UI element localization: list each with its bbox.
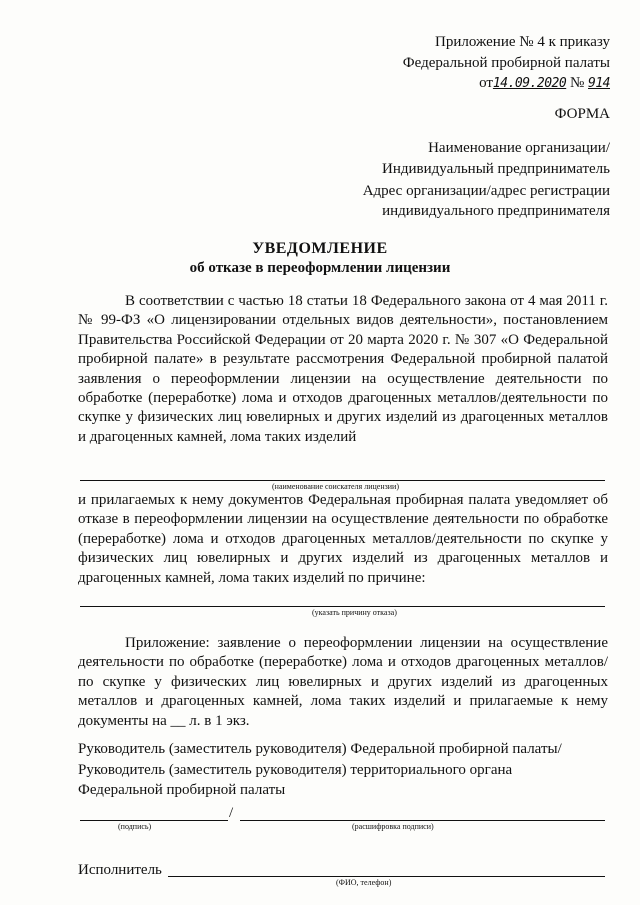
body-paragraph-2: и прилагаемых к нему документов Федеральная пробирная палата уведомляет об отказе в переоформлении лицензии на осуществление деятельности по обработке (переработке) лома и отходов драгоценных металлов/деятельности по скупке у физических лиц ювелирных и других изделий из драгоценных металлов и драгоценных камней, лома таких изделий по причине: — [78, 492, 608, 586]
executor-label: Исполнитель — [78, 862, 162, 878]
signature-caption: (подпись) — [118, 822, 152, 831]
reason-caption: (указать причину отказа) — [312, 608, 397, 617]
addressee-line-4: индивидуального предпринимателя — [382, 203, 610, 219]
addressee-line-1: Наименование организации/ — [428, 140, 610, 156]
signature-line — [80, 820, 228, 821]
addressee-line-3: Адрес организации/адрес регистрации — [362, 183, 610, 199]
order-from-label: от — [479, 75, 493, 91]
body-paragraph-3: Приложение: заявление о переоформлении лицензии на осуществление деятельности по обработке (переработке) лома и отходов драгоценных металлов/по скупке у физических лиц ювелирных и других изделий из драгоценных металлов и драгоценных камней, лома таких изделий и прилагаемые к нему документы на __ л. в 1 экз. — [78, 635, 608, 729]
order-number-label: № — [569, 75, 585, 91]
document-title: УВЕДОМЛЕНИЕ — [252, 240, 388, 257]
executor-caption: (ФИО, телефон) — [336, 878, 392, 887]
document-subtitle: об отказе в переоформлении лицензии — [189, 260, 451, 276]
applicant-name-line — [80, 480, 605, 481]
signatory-line-3: Федеральной пробирной палаты — [78, 782, 286, 798]
addressee-line-2: Индивидуальный предприниматель — [382, 161, 610, 177]
order-date: 14.09.2020 — [492, 76, 567, 91]
body-paragraph-1: В соответствии с частью 18 статьи 18 Федерального закона от 4 мая 2011 г. № 99-ФЗ «О лицензировании отдельных видов деятельности», постановлением Правительства Российской Федерации от 20 марта 2020 г. № 307 «О Федеральной пробирной палате» в результате рассмотрения Федеральной пробирной палатой заявления о переоформлении лицензии на осуществление деятельности по обработке (переработке) лома и отходов драгоценных металлов/деятельности по скупке у физических лиц ювелирных и других изделий из драгоценных металлов и драгоценных камней, лома таких изделий — [78, 293, 608, 445]
applicant-caption: (наименование соискателя лицензии) — [272, 482, 399, 491]
executor-line — [168, 876, 605, 877]
order-reference — [479, 72, 610, 95]
order-number: 914 — [588, 76, 610, 91]
signature-separator: / — [229, 805, 234, 821]
appendix-line-2: Федеральной пробирной палаты — [402, 55, 610, 71]
signature-decode-line — [240, 820, 605, 821]
appendix-line-1: Приложение № 4 к приказу — [435, 34, 610, 50]
form-label: ФОРМА — [554, 106, 610, 122]
signatory-line-1: Руководитель (заместитель руководителя) Федеральной пробирной палаты/ — [78, 741, 562, 757]
signatory-line-2: Руководитель (заместитель руководителя) территориального органа — [78, 762, 513, 778]
decode-caption: (расшифровка подписи) — [352, 822, 434, 831]
reason-line — [80, 606, 605, 607]
